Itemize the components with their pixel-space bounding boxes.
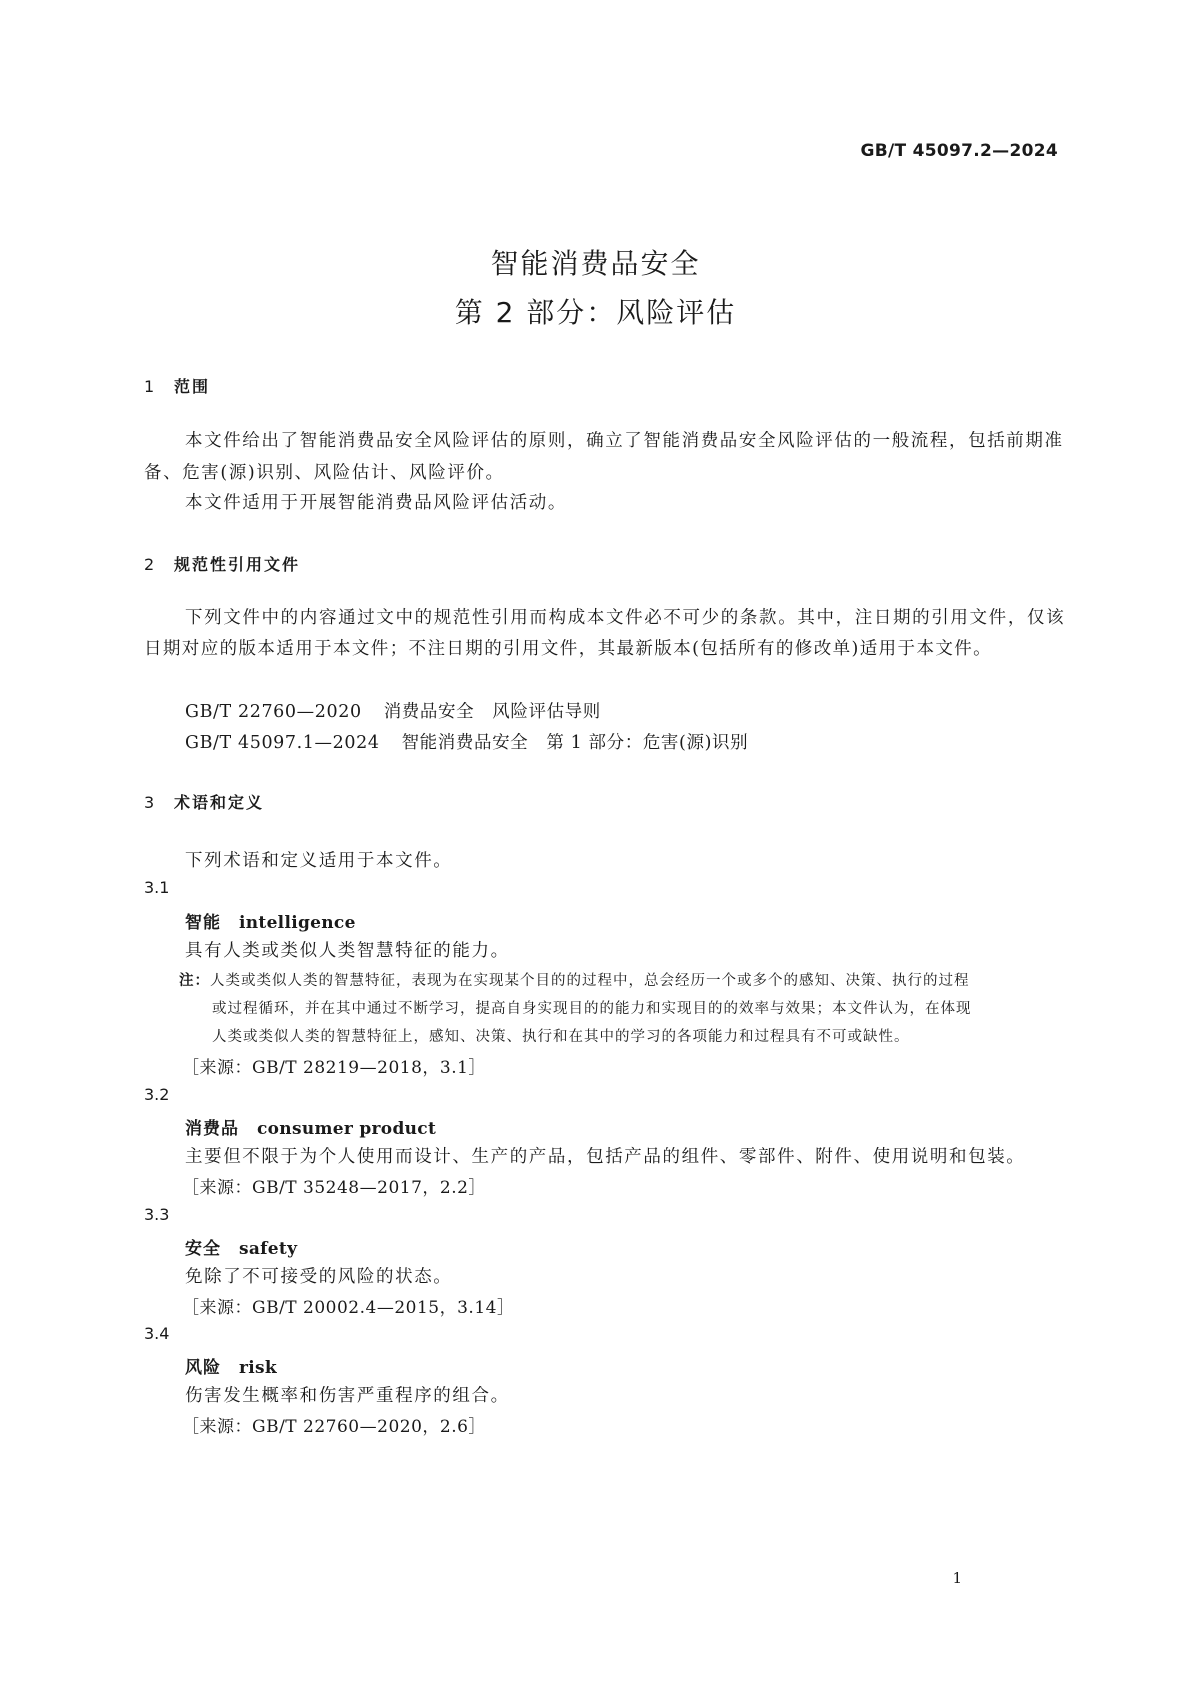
term-definition: 具有人类或类似人类智慧特征的能力。 (185, 941, 510, 961)
document-subtitle: 第 2 部分：风险评估 (454, 296, 737, 329)
term-note-continued: 或过程循环，并在其中通过不断学习，提高自身实现目的的能力和实现目的的效率与效果；本文件认为，在体现 (212, 1001, 972, 1017)
term-source: ［来源：GB/T 35248—2017，2.2］ (182, 1178, 486, 1198)
reference-title: 消费品安全 风险评估导则 (383, 702, 601, 722)
document-title: 智能消费品安全 (490, 247, 701, 280)
paragraph: 下列术语和定义适用于本文件。 (185, 851, 453, 871)
term-definition: 伤害发生概率和伤害严重程序的组合。 (185, 1386, 510, 1406)
term-en: consumer product (257, 1119, 437, 1139)
reference-item (185, 698, 601, 723)
term-source: ［来源：GB/T 22760—2020，2.6］ (182, 1417, 486, 1437)
term-zh: 风险 (185, 1358, 221, 1378)
term-number: 3.4 (144, 1324, 170, 1343)
term-zh: 智能 (185, 913, 221, 933)
reference-code: GB/T 22760—2020 (185, 702, 362, 722)
paragraph: 本文件给出了智能消费品安全风险评估的原则，确立了智能消费品安全风险评估的一般流程，包括前期准备、危害(源)识别、风险估计、风险评价。 (144, 431, 1064, 483)
term-number: 3.3 (144, 1205, 170, 1224)
term-entry (185, 1234, 297, 1259)
term-note-continued: 人类或类似人类的智慧特征上，感知、决策、执行和在其中的学习的各项能力和过程具有不可或缺性。 (212, 1029, 910, 1045)
section-heading-normative-references (144, 552, 300, 575)
term-entry (185, 1114, 436, 1139)
standard-number: GB/T 45097.2—2024 (860, 141, 1058, 161)
reference-code: GB/T 45097.1—2024 (185, 733, 380, 753)
term-zh: 安全 (185, 1239, 221, 1259)
term-number: 3.2 (144, 1085, 170, 1104)
term-number: 3.1 (144, 878, 170, 897)
section-heading-scope (144, 374, 210, 397)
reference-item (185, 729, 748, 754)
term-en: risk (239, 1358, 277, 1378)
section-title: 规范性引用文件 (174, 555, 301, 574)
term-zh: 消费品 (185, 1119, 239, 1139)
page-number: 1 (952, 1569, 962, 1587)
term-definition: 主要但不限于为个人使用而设计、生产的产品，包括产品的组件、零部件、附件、使用说明和包装。 (185, 1147, 1026, 1167)
reference-title: 智能消费品安全 第 1 部分：危害(源)识别 (401, 733, 749, 753)
term-en: safety (239, 1239, 298, 1259)
section-title: 范围 (174, 377, 211, 396)
paragraph: 下列文件中的内容通过文中的规范性引用而构成本文件必不可少的条款。其中，注日期的引用文件，仅该日期对应的版本适用于本文件；不注日期的引用文件，其最新版本(包括所有的修改单)适用于本文件。 (144, 608, 1065, 659)
section-heading-terms-definitions (144, 790, 264, 813)
note-label: 注： (179, 973, 210, 989)
section-number: 3 (144, 793, 157, 812)
term-note (179, 969, 970, 990)
note-text: 人类或类似人类的智慧特征，表现为在实现某个目的的过程中，总会经历一个或多个的感知、决策、执行的过程 (210, 973, 970, 989)
term-entry (185, 1353, 277, 1378)
section-number: 1 (144, 377, 157, 396)
term-source: ［来源：GB/T 20002.4—2015，3.14］ (182, 1298, 515, 1318)
section-number: 2 (144, 555, 157, 574)
term-en: intelligence (239, 913, 356, 933)
paragraph: 本文件适用于开展智能消费品风险评估活动。 (185, 493, 567, 513)
term-definition: 免除了不可接受的风险的状态。 (185, 1267, 453, 1287)
section-title: 术语和定义 (174, 793, 265, 812)
term-entry (185, 908, 356, 933)
term-source: ［来源：GB/T 28219—2018，3.1］ (182, 1058, 486, 1078)
